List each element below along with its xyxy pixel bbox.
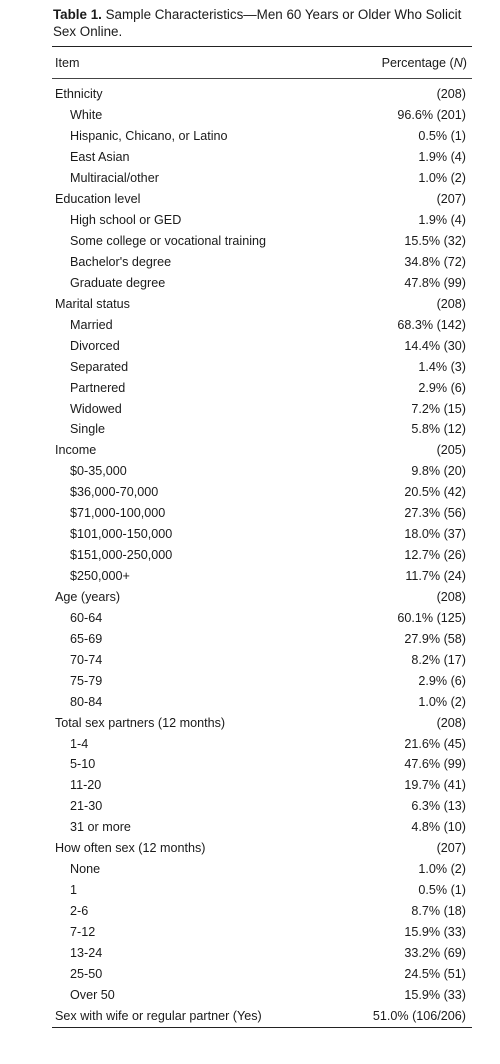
row-percentage-value: 1.9% (4) xyxy=(418,213,466,228)
row-percentage-value: 18.0% (37) xyxy=(404,527,466,542)
row-percentage-value: 33.2% (69) xyxy=(404,945,466,960)
table-row-subitem xyxy=(52,335,472,356)
row-percentage-value: 8.2% (17) xyxy=(411,652,466,667)
row-percentage-value: 47.8% (99) xyxy=(404,275,466,290)
table-row-category xyxy=(52,189,472,210)
row-percentage-value: 5.8% (12) xyxy=(411,422,466,437)
row-percentage-value: 19.7% (41) xyxy=(404,778,466,793)
row-percentage-value: 0.5% (1) xyxy=(418,883,466,898)
row-item-label: High school or GED xyxy=(70,213,182,228)
row-percentage-value: 60.1% (125) xyxy=(397,610,466,625)
table-row-category xyxy=(52,838,472,859)
table-row-subitem xyxy=(52,817,472,838)
table-row-subitem xyxy=(52,482,472,503)
table-caption xyxy=(52,6,472,40)
table-row-category xyxy=(52,84,472,105)
row-percentage-value: 1.0% (2) xyxy=(418,171,466,186)
row-item-label: 2-6 xyxy=(70,904,89,919)
table-row-subitem xyxy=(52,503,472,524)
row-item-label: 21-30 xyxy=(70,799,103,814)
table-row-subitem xyxy=(52,566,472,587)
row-item-label: Sex with wife or regular partner (Yes) xyxy=(55,1008,262,1023)
row-percentage-value: (207) xyxy=(436,192,466,207)
row-percentage-value: 21.6% (45) xyxy=(404,736,466,751)
row-percentage-value: (205) xyxy=(436,443,466,458)
row-percentage-value: 1.0% (2) xyxy=(418,694,466,709)
table-row-subitem xyxy=(52,314,472,335)
table-row-subitem xyxy=(52,545,472,566)
table-row-subitem xyxy=(52,963,472,984)
header-percentage-label: Percentage xyxy=(381,55,446,70)
table-row-subitem xyxy=(52,880,472,901)
table-bottom-rule xyxy=(52,1027,472,1028)
table-row-subitem xyxy=(52,649,472,670)
row-item-label: None xyxy=(70,862,101,877)
row-item-label: 5-10 xyxy=(70,757,96,772)
table-row-subitem xyxy=(52,398,472,419)
row-percentage-value: (208) xyxy=(436,296,466,311)
row-percentage-value: 27.3% (56) xyxy=(404,506,466,521)
row-percentage-value: 47.6% (99) xyxy=(404,757,466,772)
row-percentage-value: 1.4% (3) xyxy=(418,359,466,374)
table-row-subitem xyxy=(52,922,472,943)
header-percentage: Percentage (N) xyxy=(381,55,467,70)
table-row-subitem xyxy=(52,252,472,273)
table-row-category xyxy=(52,587,472,608)
row-percentage-value: 8.7% (18) xyxy=(411,904,466,919)
row-item-label: Divorced xyxy=(70,338,120,353)
row-item-label: $0-35,000 xyxy=(70,464,127,479)
header-n: N xyxy=(453,55,463,70)
row-item-label: Over 50 xyxy=(70,987,115,1002)
row-percentage-value: 51.0% (106/206) xyxy=(372,1008,466,1023)
row-item-label: 60-64 xyxy=(70,610,103,625)
row-item-label: 65-69 xyxy=(70,631,103,646)
row-percentage-value: 24.5% (51) xyxy=(404,966,466,981)
table-row-subitem xyxy=(52,754,472,775)
row-item-label: $151,000-250,000 xyxy=(70,548,173,563)
row-item-label: White xyxy=(70,108,103,123)
table-body xyxy=(52,79,472,1027)
row-percentage-value: 4.8% (10) xyxy=(411,820,466,835)
table-row-subitem xyxy=(52,168,472,189)
row-percentage-value: 96.6% (201) xyxy=(397,108,466,123)
row-item-label: Single xyxy=(70,422,106,437)
table-row-subitem xyxy=(52,901,472,922)
row-item-label: Married xyxy=(70,317,113,332)
row-item-label: Education level xyxy=(55,192,141,207)
table-row-subitem xyxy=(52,796,472,817)
table-container xyxy=(52,6,472,1028)
row-percentage-value: 9.8% (20) xyxy=(411,464,466,479)
table-row-subitem xyxy=(52,607,472,628)
row-percentage-value: 20.5% (42) xyxy=(404,485,466,500)
row-percentage-value: 2.9% (6) xyxy=(418,380,466,395)
table-row-subitem xyxy=(52,105,472,126)
row-item-label: Ethnicity xyxy=(55,87,103,102)
row-item-label: 7-12 xyxy=(70,924,96,939)
table-row-subitem xyxy=(52,670,472,691)
row-item-label: 31 or more xyxy=(70,820,131,835)
row-item-label: Graduate degree xyxy=(70,275,166,290)
row-percentage-value: (208) xyxy=(436,715,466,730)
row-percentage-value: 2.9% (6) xyxy=(418,673,466,688)
row-item-label: 80-84 xyxy=(70,694,103,709)
table-row-subitem xyxy=(52,210,472,231)
table-row-subitem xyxy=(52,775,472,796)
row-percentage-value: 12.7% (26) xyxy=(404,548,466,563)
row-item-label: Partnered xyxy=(70,380,126,395)
row-item-label: East Asian xyxy=(70,150,130,165)
row-item-label: Hispanic, Chicano, or Latino xyxy=(70,129,228,144)
table-row-subitem xyxy=(52,859,472,880)
row-percentage-value: 11.7% (24) xyxy=(405,569,466,584)
row-item-label: 13-24 xyxy=(70,945,103,960)
row-item-label: $250,000+ xyxy=(70,569,130,584)
table-row-subitem xyxy=(52,147,472,168)
row-percentage-value: 27.9% (58) xyxy=(404,631,466,646)
table-row-subitem xyxy=(52,356,472,377)
row-item-label: $36,000-70,000 xyxy=(70,485,159,500)
row-item-label: Widowed xyxy=(70,401,122,416)
header-item: Item xyxy=(55,55,80,70)
row-percentage-value: (208) xyxy=(436,87,466,102)
row-item-label: 25-50 xyxy=(70,966,103,981)
table-row-subitem xyxy=(52,272,472,293)
table-row-subitem xyxy=(52,126,472,147)
row-percentage-value: 1.9% (4) xyxy=(418,150,466,165)
row-percentage-value: 0.5% (1) xyxy=(418,129,466,144)
row-percentage-value: (207) xyxy=(436,841,466,856)
row-item-label: $101,000-150,000 xyxy=(70,527,173,542)
row-item-label: Age (years) xyxy=(55,589,121,604)
table-row-subitem xyxy=(52,691,472,712)
table-row-category xyxy=(52,440,472,461)
table-row-subitem xyxy=(52,733,472,754)
table-row-category xyxy=(52,712,472,733)
table-row-category xyxy=(52,293,472,314)
table-row-subitem xyxy=(52,377,472,398)
row-item-label: Income xyxy=(55,443,97,458)
table-row-subitem xyxy=(52,231,472,252)
row-item-label: 70-74 xyxy=(70,652,103,667)
row-item-label: 75-79 xyxy=(70,673,103,688)
row-percentage-value: 34.8% (72) xyxy=(404,254,466,269)
table-row-subitem xyxy=(52,461,472,482)
row-percentage-value: 14.4% (30) xyxy=(404,338,466,353)
table-row-subitem xyxy=(52,419,472,440)
row-item-label: Some college or vocational training xyxy=(70,234,267,249)
row-percentage-value: 68.3% (142) xyxy=(397,317,466,332)
table-header xyxy=(52,47,472,78)
row-percentage-value: (208) xyxy=(436,589,466,604)
row-item-label: Multiracial/other xyxy=(70,171,159,186)
row-percentage-value: 6.3% (13) xyxy=(411,799,466,814)
table-row-subitem xyxy=(52,628,472,649)
table-row-subitem xyxy=(52,524,472,545)
table-row-subitem xyxy=(52,942,472,963)
table-caption-label: Table 1. xyxy=(53,7,102,22)
row-percentage-value: 15.9% (33) xyxy=(404,924,466,939)
table-caption-text: Sample Characteristics—Men 60 Years or Older Who Solicit Sex Online. xyxy=(53,7,462,39)
row-percentage-value: 1.0% (2) xyxy=(418,862,466,877)
row-item-label: 1-4 xyxy=(70,736,89,751)
row-item-label: Bachelor's degree xyxy=(70,254,172,269)
row-item-label: $71,000-100,000 xyxy=(70,506,166,521)
row-item-label: Total sex partners (12 months) xyxy=(55,715,226,730)
table-row-subitem xyxy=(52,984,472,1005)
row-item-label: 11-20 xyxy=(70,778,102,793)
row-item-label: Separated xyxy=(70,359,129,374)
row-item-label: 1 xyxy=(70,883,78,898)
row-item-label: Marital status xyxy=(55,296,130,311)
row-percentage-value: 15.5% (32) xyxy=(404,234,466,249)
table-row-category xyxy=(52,1005,472,1026)
row-item-label: How often sex (12 months) xyxy=(55,841,206,856)
row-percentage-value: 7.2% (15) xyxy=(411,401,466,416)
row-percentage-value: 15.9% (33) xyxy=(404,987,466,1002)
